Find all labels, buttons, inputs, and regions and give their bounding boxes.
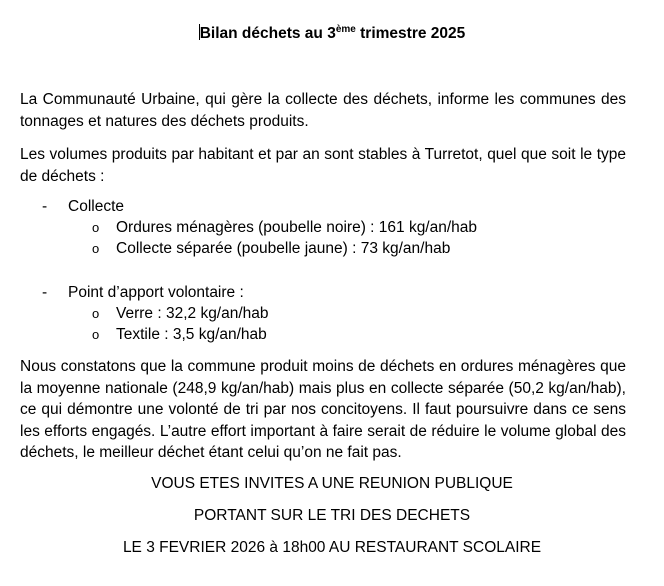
intro-paragraph: La Communauté Urbaine, qui gère la collecte des déchets, informe les communes des tonnages et natures des déchets produits.	[20, 91, 626, 130]
dash-marker: -	[42, 198, 48, 215]
stable-paragraph: Les volumes produits par habitant et par an sont stables à Turretot, quel que soit le type de déchets :	[20, 146, 626, 185]
document-title	[0, 24, 664, 44]
conclusion-paragraph: Nous constatons que la commune produit moins de déchets en ordures ménagères que la moyenne nationale (248,9 kg/an/hab) mais plus en collecte séparée (50,2 kg/an/hab), ce qui démontre une volonté de tri par nos concitoyens. Il faut poursuivre dans ce sens les efforts engagés. L’autre effort important à faire serait de réduire le volume global des déchets, le meilleur déchet étant celui qu’on ne fait pas.	[20, 358, 626, 461]
announcement-line-3: LE 3 FEVRIER 2026 à 18h00 AU RESTAURANT SCOLAIRE	[122, 539, 542, 556]
bullet-marker: o	[92, 241, 100, 256]
announcement-line-2: PORTANT SUR LE TRI DES DECHETS	[193, 507, 471, 524]
list-item-label: Point d’apport volontaire :	[68, 284, 244, 301]
sub-list-item-label: Ordures ménagères (poubelle noire) : 161 kg/an/hab	[116, 219, 478, 236]
title-superscript: ème	[335, 24, 356, 35]
dash-marker: -	[42, 284, 48, 301]
bullet-marker: o	[92, 220, 100, 235]
sub-list-item-label: Verre : 32,2 kg/an/hab	[116, 305, 269, 322]
bullet-marker: o	[92, 327, 100, 342]
bullet-marker: o	[92, 306, 100, 321]
list-item-label: Collecte	[68, 198, 124, 215]
sub-list-item-label: Textile : 3,5 kg/an/hab	[116, 326, 267, 343]
title-rest: trimestre 2025	[355, 25, 466, 42]
sub-list-item-label: Collecte séparée (poubelle jaune) : 73 kg/an/hab	[116, 240, 451, 257]
announcement-line-1: VOUS ETES INVITES A UNE REUNION PUBLIQUE	[151, 475, 513, 492]
title-main: Bilan déchets au 3	[199, 25, 336, 42]
